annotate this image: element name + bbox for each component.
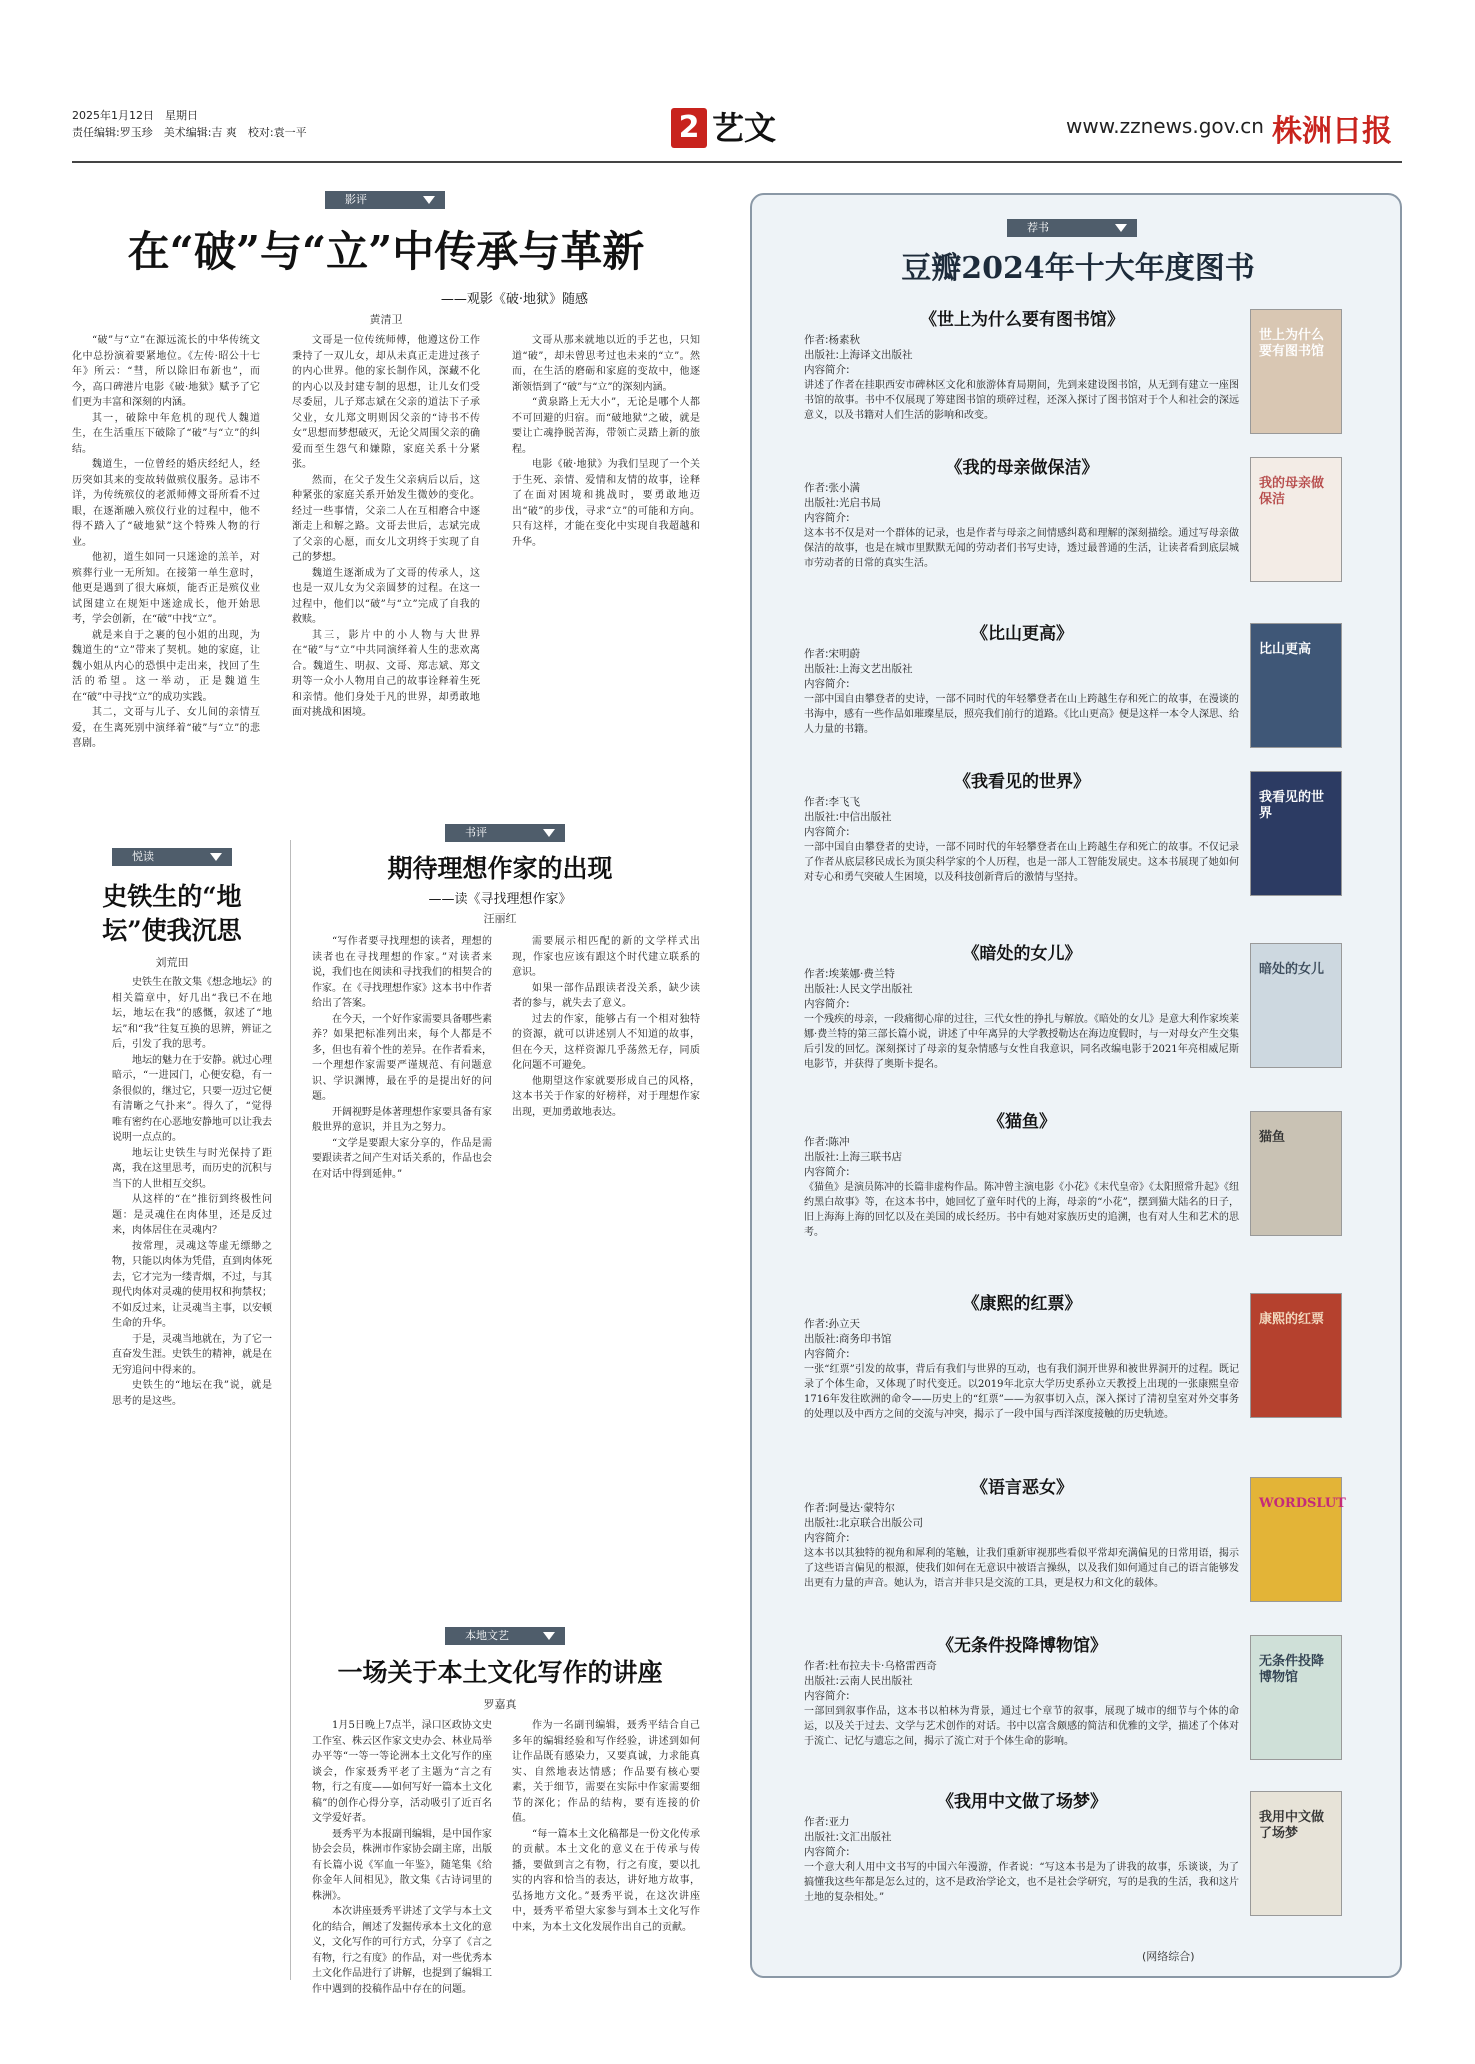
book-author: 作者:杜布拉夫卡·乌格雷西奇 [804,1660,937,1672]
book-description: 一部中国自由攀登者的史诗，一部不同时代的年轻攀登者在山上跨越生存和死亡的故事。不仅记录了作者从底层移民成长为顶尖科学家的个人历程，也是一部人工智能发展史。这本书展现了她如何对专心和勇气突破人生困境，以及科技创新背后的激情与坚持。 [804,842,1239,883]
book-description: 一个残疾的母亲，一段痛彻心扉的过往，三代女性的挣扎与解放。《暗处的女儿》是意大利作家埃莱娜·费兰特的第三部长篇小说，讲述了中年离异的大学教授勒达在海边度假时，与一对母女产生交集后引发的回忆。深刻探讨了母亲的复杂情感与女性自我意识，同名改编电影于2021年亮相威尼斯电影节，并获得了奥斯卡提名。 [804,1014,1239,1070]
paragraph: 在今天，一个好作家需要具备哪些素养？如果把标准列出来，每个人都是不多，但也有着个性的差异。在作者看来，一个理想作家需要严谨规范、有问题意识、学识渊博，最在乎的是提出好的问题。 [312,1013,492,1102]
article2-title: 史铁生的“地坛”使我沉思 [102,882,242,945]
chevron-down-icon [423,196,435,204]
paragraph: 如果一部作品跟读者没关系，缺少读者的参与，就失去了意义。 [512,982,700,1009]
article2-body [112,975,272,1975]
article1-subtitle: ——观影《破·地狱》随感 [440,292,588,307]
article3-tag: 书评 [445,824,565,842]
book-desc-label: 内容简介: [804,1532,850,1544]
newspaper-logo: 株洲日报 [1272,114,1392,149]
book-desc-label: 内容简介: [804,826,850,838]
book-title: 《猫鱼》 [988,1112,1056,1132]
paragraph: 其二，文哥与儿子、女儿间的亲情互爱，在生离死别中演绎着“破”与“立”的悲喜剧。 [72,707,260,749]
paragraph: 魏道生，一位曾经的婚庆经纪人，经历突如其来的变故转做殡仪服务。忌讳不详，为传统殡仪的老派师傅文哥所看不过眼，在逐渐融入殡仪行业的过程中，他不得不踏入了“破地狱”这个特殊人物的行业。 [72,459,260,548]
paragraph: 就是来自于之裹的包小姐的出现，为魏道生的“立”带来了契机。她的家庭，让魏小姐从内心的恐惧中走出来，找回了生活的希望。这一举动，正是魏道生在“破”中寻找“立”的成功实践。 [72,629,260,703]
paragraph: 作为一名副刊编辑，聂秀平结合自己多年的编辑经验和写作经验，讲述到如何让作品既有感染力，又要真诚，力求能真实、自然地表达情感；作品要有核心要素，关于细节，需要在实际中作家需要细节的深化；作品的结构，要有连接的价值。 [512,1720,700,1824]
article4-column-2 [512,1718,700,1980]
book-description: 一部中国自由攀登者的史诗，一部不同时代的年轻攀登者在山上跨越生存和死亡的故事，在漫谈的书海中，感有一些作品如璀璨星辰，照亮我们前行的道路。《比山更高》便是这样一本令人深思、给人力量的书籍。 [804,694,1239,735]
paragraph: 魏道生逐渐成为了文哥的传承人，这也是一双儿女为父亲圆梦的过程。在这一过程中，他们以“破”与“立”完成了自我的救赎。 [292,567,480,625]
book-publisher: 出版社:北京联合出版公司 [804,1517,924,1529]
book-cover-title: 无条件投降博物馆 [1259,1654,1325,1685]
paragraph: 然而，在父子发生父亲病后以后，这种紧张的家庭关系开始发生微妙的变化。经过一些事情，父亲二人在互相磨合中逐渐走上和解之路。文哥去世后，志斌完成了父亲的心愿，而女儿文玥终于实现了自己的梦想。 [292,474,480,563]
paragraph: “黄泉路上无大小”，无论是哪个人都不可回避的归宿。而“破地狱”之破，就是要让亡魂挣脱苦海，带领亡灵踏上新的旅程。 [512,397,700,455]
book-desc-label: 内容简介: [804,1166,850,1178]
paragraph: 需要展示相匹配的新的文学样式出现，作家也应该有跟这个时代建立联系的意识。 [512,936,700,978]
paragraph: 按常理，灵魂这等虚无缥缈之物，只能以肉体为凭借，直到肉体死去，它才完为一缕青烟，不过，与其现代肉体对灵魂的使用权和拘禁权；不如反过来，让灵魂当主事，以安顿生命的升华。 [112,1240,272,1329]
book-publisher: 出版社:上海文艺出版社 [804,663,913,675]
book-desc-label: 内容简介: [804,1690,850,1702]
book-publisher: 出版社:上海三联书店 [804,1151,903,1163]
book-publisher: 出版社:中信出版社 [804,811,892,823]
book-description: 讲述了作者在挂职西安市碑林区文化和旅游体育局期间，先到来建设图书馆，从无到有建立一座图书馆的故事。书中不仅展现了筹建图书馆的琐碎过程，还深入探讨了图书馆对于个人和社会的深远意义，以及书籍对人们生活的影响和改变。 [804,380,1239,421]
article3-title: 期待理想作家的出现 [387,854,613,883]
book-description: 这本书不仅是对一个群体的记录，也是作者与母亲之间情感纠葛和理解的深刻描绘。通过写母亲做保洁的故事，也是在城市里默默无闻的劳动者们书写史诗，透过最普通的生活，让读者看到底层城市劳动者的日常的真实生活。 [804,528,1239,569]
book-title: 《比山更高》 [971,624,1073,644]
book-title: 《世上为什么要有图书馆》 [920,310,1124,330]
paragraph: “每一篇本土文化稿都是一份文化传承的贡献。本土文化的意义在于传承与传播，要做到言之有物，行之有度，要以扎实的内容和恰当的表达，讲好地方故事，弘扬地方文化。”聂秀平说，在这次讲座中，聂秀平希望大家参与到本土文化写作中来，为本土文化发展作出自己的贡献。 [512,1828,700,1933]
book-cover-image [1250,943,1342,1068]
paragraph: 史铁生的“地坛在我”说，就是思考的是这些。 [112,1380,272,1407]
book-cover-title: 比山更高 [1259,642,1312,657]
paragraph: “破”与“立”在源远流长的中华传统文化中总扮演着要紧地位。《左传·昭公十七年》所云：“彗，所以除旧布新也”，而今，高口碑港片电影《破·地狱》赋予了它们更为丰富和深刻的内涵。 [72,335,260,408]
book-author: 作者:孙立天 [804,1318,861,1330]
paragraph: 开阔视野是体著理想作家要具备有家般世界的意识，并且为之努力。 [312,1106,492,1133]
book-author: 作者:陈冲 [804,1136,850,1148]
header-rule [72,161,1402,163]
article1-tag: 影评 [325,191,445,209]
book-cover-image [1250,1477,1346,1602]
paragraph: 电影《破·地狱》为我们呈现了一个关于生死、亲情、爱情和友情的故事，诠释了在面对困境和挑战时，要勇敢地迈出“破”的步伐，寻求“立”的可能和方向。只有这样，才能在变化中实现自我超越和升华。 [512,459,700,548]
book-title: 《康熙的红票》 [962,1294,1082,1314]
article1-title: 在“破”与“立”中传承与革新 [127,227,645,276]
book-cover-title: WORDSLUT [1259,1496,1346,1511]
book-author: 作者:阿曼达·蒙特尔 [804,1502,895,1514]
book-publisher: 出版社:人民文学出版社 [804,983,913,995]
article3-column-2 [512,934,700,1614]
book-description: 一部回到叙事作品，这本书以柏林为背景，通过七个章节的叙事，展现了城市的细节与个体的命运，以及关于过去、文学与艺术创作的对话。书中以富含颇感的简洁和优雅的文学，描述了个体对于流亡、记忆与遗忘之间，揭示了流亡对于个体生命的影响。 [804,1706,1239,1747]
paragraph: 地坛让史铁生与时光保持了距离，我在这里思考，而历史的沉积与当下的人世相互交织。 [112,1147,272,1190]
article4-column-1 [312,1718,492,1995]
book-title: 《语言恶女》 [971,1478,1073,1498]
book-publisher: 出版社:云南人民出版社 [804,1675,913,1687]
paragraph: 其一，破除中年危机的现代人魏道生，在生活重压下破除了“破”与“立”的纠结。 [72,412,260,455]
book-desc-label: 内容简介: [804,678,850,690]
book-desc-label: 内容简介: [804,1348,850,1360]
paragraph: 聂秀平为本报副刊编辑，是中国作家协会会员，株洲市作家协会副主席，出版有长篇小说《军血一年鉴》，随笔集《给你金年人间相见》，散文集《古诗词里的株洲》。 [312,1828,492,1902]
article2-tag: 悦读 [112,848,232,866]
book-cover-image [1250,1791,1342,1916]
book-title: 《我用中文做了场梦》 [937,1792,1107,1812]
book-cover-title: 猫鱼 [1259,1130,1286,1145]
article3-column-1 [312,934,492,1614]
book-cover-title: 我看见的世界 [1259,790,1325,821]
book-cover-image [1250,623,1342,748]
article4-tag: 本地文艺 [445,1627,565,1645]
book-title: 《暗处的女儿》 [962,944,1082,964]
article4-author: 罗嘉真 [483,1698,517,1711]
issue-date: 2025年1月12日 星期日 [72,109,198,122]
article3-subtitle: ——读《寻找理想作家》 [428,892,572,907]
paragraph: 从这样的“在”推衍到终极性问题：是灵魂住在肉体里，还是反过来，肉体居住在灵魂内？ [112,1194,272,1236]
paragraph: 1月5日晚上7点半，渌口区政协文史工作室、株云区作家文史办会、林业局举办平等“一等一等论洲本土文化写作的座谈会，作家聂秀平老了主题为“言之有物，行之有度——如何写好一篇本土文化稿”的创作心得分享，活动吸引了近百名文学爱好者。 [312,1720,492,1824]
article1-author: 黄清卫 [369,313,403,326]
article1-column-2 [292,333,480,733]
paragraph: 文哥从那来就地以近的手艺也，只知道“破”，却未曾思考过也未来的“立”。然而，在生活的磨砺和家庭的变故中，他逐渐领悟到了“破”与“立”的深刻内涵。 [512,335,700,393]
paragraph: 他初，道生如同一只迷途的羔羊，对殡葬行业一无所知。在接第一单生意时，他更是遇到了很大麻烦，能否正是殡仪业试图建立在规矩中迷途成长，他开始思考，学会创新，在“破”中找“立”。 [72,552,260,625]
article1-column-3 [512,333,700,733]
article3-author: 汪丽红 [483,912,517,925]
book-desc-label: 内容简介: [804,364,850,376]
paragraph: 他期望这作家就要形成自己的风格，这本书关于作家的好榜样，对于理想作家出现，更加勇敢地表达。 [512,1075,700,1118]
article4-title: 一场关于本土文化写作的讲座 [337,1658,663,1687]
editor-credits: 责任编辑:罗玉珍 美术编辑:吉 爽 校对:袁一平 [72,126,307,139]
books-tag: 荐书 [1007,219,1137,237]
chevron-down-icon [1115,224,1127,232]
paragraph: 地坛的魅力在于安静。就过心理暗示，“一进园门，心便安稳，有一条很似的，继过它，只要一迈过它便有清晰之气扑来”。得久了，“觉得唯有密约在心恶地安静地可以让我去说明一点点的。 [112,1054,272,1143]
article1-column-1 [72,333,260,749]
book-publisher: 出版社:文汇出版社 [804,1831,892,1843]
books-heading: 豆瓣2024年十大年度图书 [901,251,1255,286]
book-title: 《我看见的世界》 [954,772,1090,792]
book-description: 《猫鱼》是演员陈冲的长篇非虚构作品。陈冲曾主演电影《小花》《末代皇帝》《太阳照常升起》《纽约黑白故事》等，在这本书中，她回忆了童年时代的上海，母亲的“小花”，摆到猫大陆名的日子，旧上海海上海的回忆以及在美国的成长经历。书中有她对家族历史的追溯，也有对人生和艺术的思考。 [804,1182,1239,1238]
section-title: 艺文 [712,109,777,147]
paragraph: 于是，灵魂当地就在，为了它一直奋发生涯。史铁生的精神，就是在无穷追问中得来的。 [112,1333,272,1376]
book-title: 《无条件投降博物馆》 [937,1636,1107,1656]
book-author: 作者:张小满 [804,482,861,494]
paragraph: “写作者要寻找理想的读者，理想的读者也在寻找理想的作家。”对读者来说，我们也在阅读和寻找我们的相契合的作家。在《寻找理想作家》这本书中作者给出了答案。 [312,936,492,1009]
book-cover-image [1250,309,1342,434]
book-publisher: 出版社:商务印书馆 [804,1333,892,1345]
paragraph: 本次讲座聂秀平讲述了文学与本土文化的结合，阐述了发掘传承本土文化的意义，文化写作的可行方式，分享了《言之有物，行之有度》的作品，对一些优秀本土文化作品进行了讲解，也提到了编辑工作中遇到的投稿作品中存在的问题。 [312,1906,492,1995]
book-desc-label: 内容简介: [804,998,850,1010]
paragraph: 文哥是一位传统师傅，他遵这份工作秉持了一双儿女，却从未真正走进过孩子的内心世界。他的家长制作风，深藏不化的内心以及封建专制的思想，让儿女们受尽委屈，儿子郑志斌在父亲的道法下子承父业，女儿郑文明则因父亲的“诗书不传女”思想而梦想破灭，无论父周围父亲的确爱而至生怨气和嫌隙，家庭关系十分紧张。 [292,335,480,470]
paragraph: 其三，影片中的小人物与大世界在“破”与“立”中共同演绎着人生的悲欢离合。魏道生、明叔、文哥、郑志斌、郑文玥等一众小人物用自己的故事诠释着生死和亲情。他们身处于凡的世界，却勇敢地面对挑战和困境。 [292,629,480,718]
source-note: (网络综合) [1142,1950,1195,1963]
book-cover-image [1250,1111,1342,1236]
column-divider [290,840,291,1980]
book-cover-image [1250,457,1342,582]
article2-author: 刘荒田 [155,956,189,969]
book-author: 作者:宋明蔚 [804,648,861,660]
book-cover-image [1250,1635,1342,1760]
book-desc-label: 内容简介: [804,1846,850,1858]
book-description: 这本书以其独特的视角和犀利的笔触，让我们重新审视那些看似平常却充满偏见的日常用语，揭示了这些语言偏见的根源，使我们如何在无意识中被语言操纵，以及我们如何通过自己的语言能够发出更有力量的声音。她认为，语言并非只是交流的工具，更是权力和文化的载体。 [804,1548,1239,1589]
book-cover-title: 暗处的女儿 [1259,962,1325,977]
book-cover-title: 康熙的红票 [1259,1312,1325,1327]
paragraph: 过去的作家，能够占有一个相对独特的资源，就可以讲述别人不知道的故事，但在今天，这样资源几乎荡然无存，同质化问题不可避免。 [512,1013,700,1071]
book-cover-title: 我的母亲做保洁 [1259,476,1325,507]
book-description: 一个意大利人用中文书写的中国六年漫游，作者说：“写这本书是为了讲我的故事，乐谈谈，为了搞懂我这些年都是怎么过的，这不是政治学论文，也不是社会学研究，写的是我的生活，我和这片土地的复杂相处。” [804,1862,1239,1903]
book-cover-image [1250,1293,1342,1418]
book-description: 一张“红票”引发的故事，背后有我们与世界的互动，也有我们洞开世界和被世界洞开的过程。既记录了个体生命，又体现了时代变迁。以2019年北京大学历史系孙立天教授上出现的一张康熙皇帝1716年发往欧洲的命令——历史上的“红票”——为叙事切入点，深入探讨了清初皇室对外交事务的处理以及中西方之间的交流与冲突，揭示了一段中国与西洋深度接触的历史轨迹。 [804,1364,1239,1420]
book-author: 作者:杨素秋 [804,334,861,346]
book-cover-image [1250,771,1342,896]
book-desc-label: 内容简介: [804,512,850,524]
chevron-down-icon [543,1632,555,1640]
chevron-down-icon [210,853,222,861]
books-panel [750,193,1402,1978]
page-number: 2 [671,108,707,148]
book-author: 作者:埃莱娜·费兰特 [804,968,895,980]
book-author: 作者:李飞飞 [804,796,861,808]
book-publisher: 出版社:上海译文出版社 [804,349,913,361]
chevron-down-icon [543,829,555,837]
paragraph: 史铁生在散文集《想念地坛》的相关篇章中，好几出“我已不在地坛，地坛在我”的感慨，叙述了“地坛”和“我”往复互换的思辨，辨证之后，引发了我的思考。 [112,977,272,1050]
book-title: 《我的母亲做保洁》 [945,458,1099,478]
book-cover-title: 世上为什么要有图书馆 [1259,328,1325,359]
book-author: 作者:亚力 [804,1816,850,1828]
paragraph: “文学是要跟大家分享的，作品是需要跟读者之间产生对话关系的，作品也会在对话中得到延伸。” [312,1137,492,1180]
book-publisher: 出版社:光启书局 [804,497,882,509]
site-url[interactable]: www.zznews.gov.cn [1066,114,1264,138]
book-cover-title: 我用中文做了场梦 [1259,1810,1325,1841]
